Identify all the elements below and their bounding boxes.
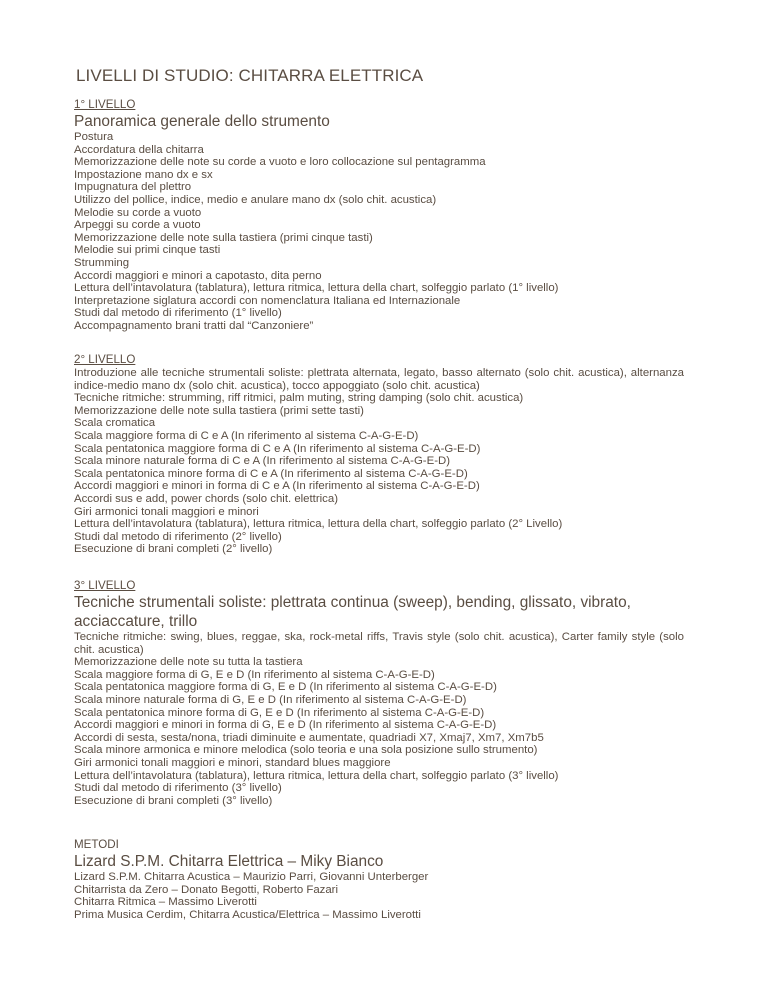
- list-item: Scala pentatonica maggiore forma di G, E e D (In riferimento al sistema C-A-G-E-D): [74, 681, 497, 694]
- list-item: Memorizzazione delle note su tutta la tastiera: [74, 656, 303, 669]
- list-item: Scala pentatonica minore forma di G, E e D (In riferimento al sistema C-A-G-E-D): [74, 706, 485, 719]
- level-1-section: [74, 98, 684, 333]
- list-item: Scala pentatonica minore forma di C e A (In riferimento al sistema C-A-G-E-D): [74, 467, 468, 480]
- list-item: Accordi di sesta, sesta/nona, triadi diminuite e aumentate, quadriadi X7, Xmaj7, Xm7, Xm7b5: [74, 731, 544, 744]
- list-item: Scala maggiore forma di G, E e D (In riferimento al sistema C-A-G-E-D): [74, 668, 435, 681]
- list-item: Accordi sus e add, power chords (solo chit. elettrica): [74, 492, 338, 505]
- list-item: Introduzione alle tecniche strumentali soliste: plettrata alternata, legato, basso alternato (solo chit. acustica), alternanza indice-medio mano dx (solo chit. acustica), tocco appoggiato (solo chit. acustica): [74, 367, 684, 392]
- list-item: Lizard S.P.M. Chitarra Acustica – Maurizio Parri, Giovanni Unterberger: [74, 871, 429, 883]
- list-item: Accordi maggiori e minori in forma di C e A (In riferimento al sistema C-A-G-E-D): [74, 480, 480, 493]
- list-item: Lettura dell’intavolatura (tablatura), lettura ritmica, lettura della chart, solfeggio parlato (3° livello): [74, 769, 559, 782]
- level-1-label: 1° LIVELLO: [74, 98, 136, 111]
- list-item: Tecniche ritmiche: strumming, riff ritmici, palm muting, string damping (solo chit. acustica): [74, 392, 524, 405]
- list-item: Scala minore naturale forma di G, E e D (In riferimento al sistema C-A-G-E-D): [74, 693, 467, 706]
- list-item: Accordi maggiori e minori a capotasto, dita perno: [74, 269, 322, 282]
- level-3-section: [74, 579, 684, 807]
- list-item: Scala cromatica: [74, 417, 156, 430]
- list-item: Chitarrista da Zero – Donato Begotti, Roberto Fazari: [74, 883, 339, 896]
- list-item: Utilizzo del pollice, indice, medio e anulare mano dx (solo chit. acustica): [74, 193, 437, 206]
- list-item: Postura: [74, 131, 114, 143]
- list-item: Studi dal metodo di riferimento (3° livello): [74, 782, 282, 795]
- list-item: Studi dal metodo di riferimento (1° livello): [74, 307, 282, 320]
- document-title: LIVELLI DI STUDIO: CHITARRA ELETTRICA: [76, 66, 424, 85]
- methods-label: METODI: [74, 838, 119, 851]
- methods-section: [74, 838, 684, 921]
- list-item: Esecuzione di brani completi (3° livello): [74, 794, 273, 807]
- list-item: Accordi maggiori e minori in forma di G, E e D (In riferimento al sistema C-A-G-E-D): [74, 719, 497, 732]
- list-item: Giri armonici tonali maggiori e minori, standard blues maggiore: [74, 756, 391, 769]
- list-item: Chitarra Ritmica – Massimo Liverotti: [74, 896, 257, 909]
- list-item: Lettura dell’intavolatura (tablatura), lettura ritmica, lettura della chart, solfeggio parlato (2° Livello): [74, 518, 563, 531]
- list-item: Impostazione mano dx e sx: [74, 168, 213, 181]
- list-item: Memorizzazione delle note su corde a vuoto e loro collocazione sul pentagramma: [74, 156, 486, 169]
- list-item: Interpretazione siglatura accordi con nomenclatura Italiana ed Internazionale: [74, 294, 461, 307]
- list-item: Impugnatura del plettro: [74, 181, 192, 194]
- methods-heading: Lizard S.P.M. Chitarra Elettrica – Miky Bianco: [74, 853, 384, 870]
- list-item: Prima Musica Cerdim, Chitarra Acustica/Elettrica – Massimo Liverotti: [74, 908, 421, 921]
- list-item: Studi dal metodo di riferimento (2° livello): [74, 530, 282, 543]
- list-item: Accordatura della chitarra: [74, 143, 204, 156]
- list-item: Arpeggi su corde a vuoto: [74, 219, 201, 232]
- list-item: Lettura dell’intavolatura (tablatura), lettura ritmica, lettura della chart, solfeggio parlato (1° livello): [74, 282, 559, 295]
- list-item: Accompagnamento brani tratti dal “Canzoniere”: [74, 319, 314, 332]
- list-item: Tecniche ritmiche: swing, blues, reggae, ska, rock-metal riffs, Travis style (solo chit. acustica), Carter family style (solo chit. acustica): [74, 631, 684, 656]
- list-item: Melodie sui primi cinque tasti: [74, 244, 221, 257]
- list-item: Memorizzazione delle note sulla tastiera (primi cinque tasti): [74, 231, 373, 244]
- level-2-section: [74, 353, 684, 556]
- level-1-heading: Panoramica generale dello strumento: [74, 113, 330, 130]
- list-item: Giri armonici tonali maggiori e minori: [74, 505, 259, 518]
- level-3-label: 3° LIVELLO: [74, 579, 136, 592]
- list-item: Scala minore armonica e minore melodica (solo teoria e una sola posizione sullo strumento): [74, 744, 538, 757]
- list-item: Esecuzione di brani completi (2° livello): [74, 543, 273, 556]
- list-item: Memorizzazione delle note sulla tastiera (primi sette tasti): [74, 404, 364, 417]
- list-item: Melodie su corde a vuoto: [74, 206, 202, 219]
- list-item: Strumming: [74, 256, 130, 269]
- list-item: Scala pentatonica maggiore forma di C e A (In riferimento al sistema C-A-G-E-D): [74, 442, 481, 455]
- list-item: Scala maggiore forma di C e A (In riferimento al sistema C-A-G-E-D): [74, 429, 419, 442]
- level-3-heading: Tecniche strumentali soliste: plettrata continua (sweep), bending, glissato, vibrato, acciaccature, trillo: [74, 594, 631, 630]
- list-item: Scala minore naturale forma di C e A (In riferimento al sistema C-A-G-E-D): [74, 455, 451, 468]
- level-2-label: 2° LIVELLO: [74, 353, 136, 366]
